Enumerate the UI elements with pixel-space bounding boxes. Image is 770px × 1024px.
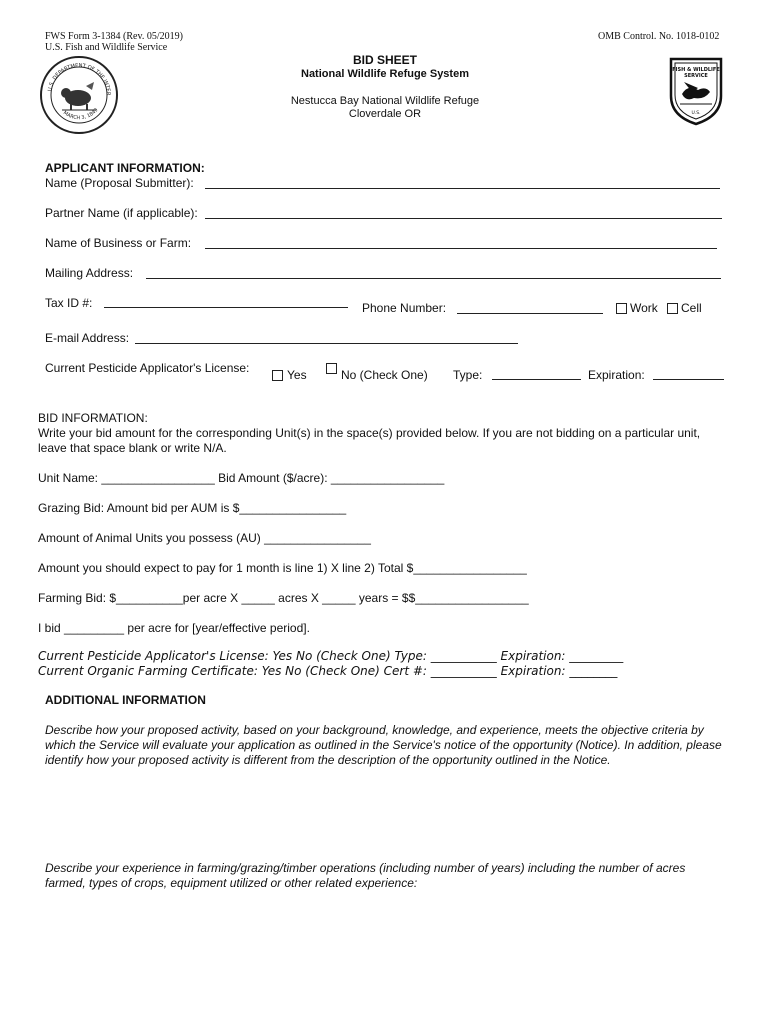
page-title: BID SHEET: [352, 53, 417, 67]
agency-name: U.S. Fish and Wildlife Service: [45, 42, 168, 53]
license-expiration-field[interactable]: [653, 379, 724, 380]
monthly-pay-line[interactable]: Amount you should expect to pay for 1 month is line 1) X line 2) Total $_________________: [38, 561, 527, 575]
describe-experience-text: Describe your experience in farming/grazing/timber operations (including number of years) including the number of acres farmed, types of crops, equipment utilized or other related experience:: [45, 861, 686, 890]
grazing-bid-line[interactable]: Grazing Bid: Amount bid per AUM is $________________: [38, 501, 347, 515]
svg-text:FISH & WILDLIFE: FISH & WILDLIFE: [672, 67, 720, 73]
pesticide-license-line[interactable]: Current Pesticide Applicator's License: Yes No (Check One) Type: ___________ Expiration: _________: [38, 649, 624, 663]
mailing-field[interactable]: [146, 278, 721, 279]
farming-bid-line[interactable]: Farming Bid: $__________per acre X _____ acres X _____ years = $$_________________: [38, 591, 529, 605]
license-label: Current Pesticide Applicator's License:: [45, 361, 250, 375]
phone-field[interactable]: [457, 313, 603, 314]
name-field[interactable]: [205, 188, 720, 189]
svg-text:U.S. DEPARTMENT OF THE INTERIO: U.S. DEPARTMENT OF THE INTER: [47, 62, 112, 96]
bison-seal-icon: [42, 58, 116, 132]
partner-field[interactable]: [205, 218, 722, 219]
fws-shield-logo: [668, 56, 724, 126]
animal-units-line[interactable]: Amount of Animal Units you possess (AU) ________________: [38, 531, 371, 545]
refuge-location: Cloverdale OR: [348, 108, 422, 120]
name-label: Name (Proposal Submitter):: [45, 176, 194, 190]
unit-bid-line[interactable]: Unit Name: _________________ Bid Amount ($/acre): _________________: [38, 471, 445, 485]
interior-seal-logo: [40, 56, 118, 134]
fws-duck-shield-icon: [668, 56, 724, 126]
describe-activity-text: Describe how your proposed activity, based on your background, knowledge, and experience, meets the objective criteria by which the Service will evaluate your application as outlined in the Service's notice of the opportunity (Notice). In addition, please identify how your proposed activity is different from the description of the opportunity outlined in the Notice.: [45, 723, 722, 767]
partner-label: Partner Name (if applicable):: [45, 206, 198, 220]
svg-text:MARCH 3, 1849: MARCH 3, 1849: [61, 107, 100, 122]
business-field[interactable]: [205, 248, 717, 249]
omb-control-number: OMB Control. No. 1018-0102: [598, 31, 720, 42]
cell-checkbox[interactable]: [667, 303, 678, 314]
additional-heading: ADDITIONAL INFORMATION: [45, 693, 206, 707]
license-type-label: Type:: [453, 368, 483, 382]
license-yes-label: Yes: [287, 368, 307, 382]
work-label: Work: [630, 301, 658, 315]
license-expiration-label: Expiration:: [588, 368, 645, 382]
cell-label: Cell: [681, 301, 702, 315]
license-type-field[interactable]: [492, 379, 581, 380]
license-yes-checkbox[interactable]: [272, 370, 283, 381]
work-checkbox[interactable]: [616, 303, 627, 314]
svg-text:U.S.: U.S.: [691, 111, 701, 116]
phone-label: Phone Number:: [362, 301, 447, 315]
organic-certificate-line[interactable]: Current Organic Farming Certificate: Yes No (Check One) Cert #: ___________ Expiration: ________: [38, 664, 618, 678]
form-number: FWS Form 3-1384 (Rev. 05/2019): [45, 31, 183, 42]
applicant-heading: APPLICANT INFORMATION:: [45, 161, 205, 175]
taxid-field[interactable]: [104, 307, 348, 308]
bid-heading: BID INFORMATION:: [38, 411, 148, 425]
refuge-name: Nestucca Bay National Wildlife Refuge: [290, 95, 480, 107]
license-no-checkbox[interactable]: [326, 363, 337, 374]
page-subtitle: National Wildlife Refuge System: [301, 68, 469, 80]
i-bid-line[interactable]: I bid _________ per acre for [year/effective period].: [38, 621, 310, 635]
bid-instructions: Write your bid amount for the corresponding Unit(s) in the space(s) provided below. If you are not bidding on a particular unit, leave that space blank or write N/A.: [38, 426, 701, 455]
email-label: E-mail Address:: [45, 331, 130, 345]
business-label: Name of Business or Farm:: [45, 236, 192, 250]
license-no-label: No (Check One): [341, 368, 428, 382]
taxid-label: Tax ID #:: [45, 296, 93, 310]
email-field[interactable]: [135, 343, 518, 344]
mailing-label: Mailing Address:: [45, 266, 134, 280]
svg-text:SERVICE: SERVICE: [684, 73, 708, 79]
